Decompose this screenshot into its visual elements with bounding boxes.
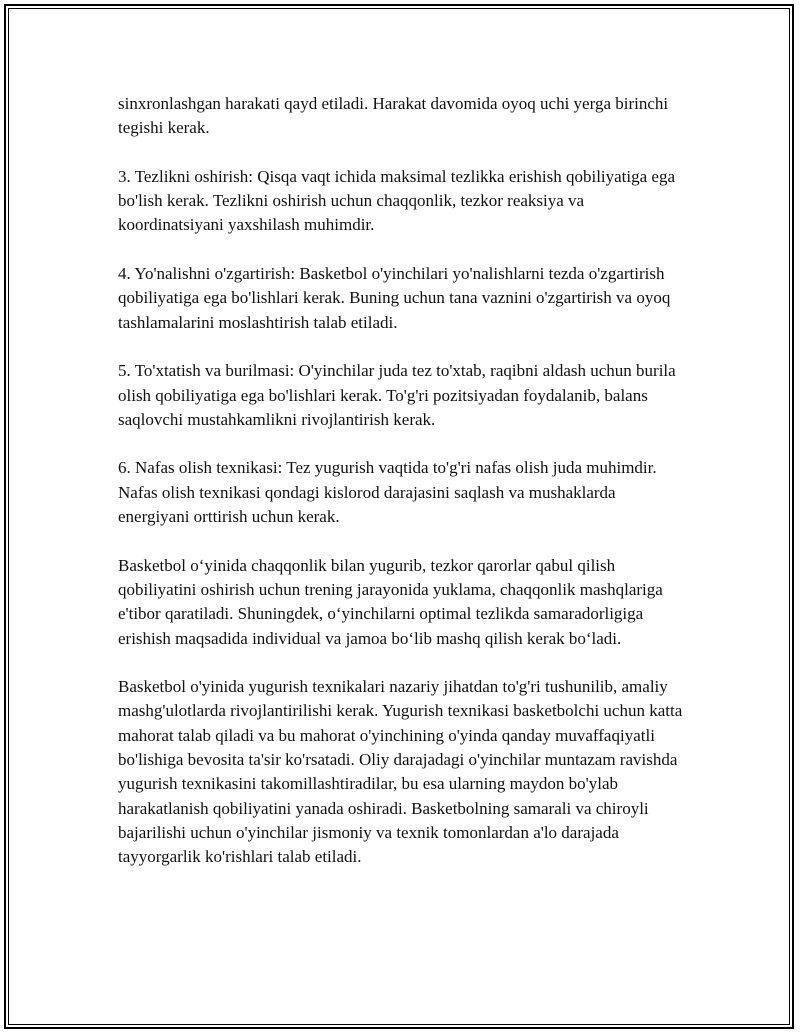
- paragraph-stopping-turning: 5. To'xtatish va burilmasi: O'yinchilar juda tez to'xtab, raqibni aldash uchun burila olish qobiliyatiga ega bo'lishlari kerak. To'g'ri pozitsiyadan foydalanib, balans saqlovchi mustahkamlikni rivojlantirish kerak.: [118, 361, 676, 429]
- paragraph-conclusion: Basketbol o'yinida yugurish texnikalari nazariy jihatdan to'g'ri tushunilib, amaliy mashg'ulotlarda rivojlantirilishi kerak. Yugurish texnikasi basketbolchi uchun katta mahorat talab qiladi va bu mahorat o'yinchining o'yinda qanday muvaffaqiyatli bo'lishiga bevosita ta'sir ko'rsatadi. Oliy darajadagi o'yinchilar muntazam ravishda yugurish texnikasini takomillashtiradilar, bu esa ularning maydon bo'ylab harakatlanish qobiliyatini yanada oshiradi. Basketbolning samarali va chiroyli bajarilishi uchun o'yinchilar jismoniy va texnik tomonlardan a'lo darajada tayyorgarlik ko'rishlari talab etiladi.: [118, 677, 683, 867]
- paragraph-speed: 3. Tezlikni oshirish: Qisqa vaqt ichida maksimal tezlikka erishish qobiliyatiga ega bo'lish kerak. Tezlikni oshirish uchun chaqqonlik, tezkor reaksiya va koordinatsiyani yaxshilash muhimdir.: [118, 166, 676, 235]
- paragraph-agility-training: Basketbol o‘yinida chaqqonlik bilan yugurib, tezkor qarorlar qabul qilish qobiliyatini oshirish uchun trening jarayonida yuklama, chaqqonlik mashqlariga e'tibor qaratiladi. Shuningdek, o‘yinchilarni optimal tezlikda samaradorligiga erishish maqsadida individual va jamoa bo‘lib mashq qilish kerak bo‘ladi.: [118, 555, 663, 648]
- document-body: [118, 92, 690, 870]
- paragraph-continuation: sinxronlashgan harakati qayd etiladi. Harakat davomida oyoq uchi yerga birinchi tegishi kerak.: [118, 94, 669, 138]
- paragraph-breathing: 6. Nafas olish texnikasi: Tez yugurish vaqtida to'g'ri nafas olish juda muhimdir. Nafas olish texnikasi qondagi kislorod darajasini saqlash va mushaklarda energiyani orttirish uchun kerak.: [118, 458, 657, 527]
- paragraph-direction-change: 4. Yo'nalishni o'zgartirish: Basketbol o'yinchilari yo'nalishlarni tezda o'zgartirish qobiliyatiga ega bo'lishlari kerak. Buning uchun tana vaznini o'zgartirish va oyoq tashlamalarini moslashtirish talab etiladi.: [118, 264, 671, 332]
